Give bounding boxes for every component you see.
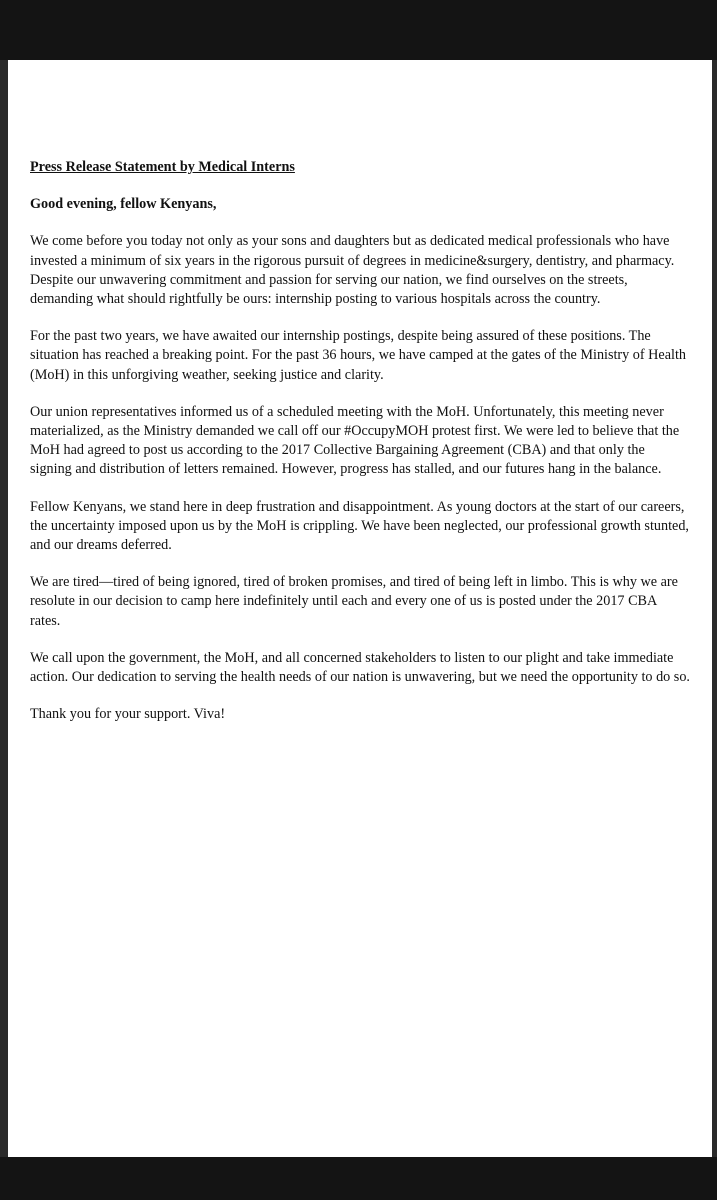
bottom-black-bar bbox=[0, 1157, 717, 1200]
paragraph-2: For the past two years, we have awaited our internship postings, despite being assured of these positions. The situation has reached a breaking point. For the past 36 hours, we have camped at the gates of the Ministry of Health (MoH) in this unforgiving weather, seeking justice and clarity. bbox=[30, 328, 686, 383]
paragraph-5: We are tired—tired of being ignored, tired of broken promises, and tired of being left in limbo. This is why we are resolute in our decision to camp here indefinitely until each and every one of us is posted under the 2017 CBA rates. bbox=[30, 574, 678, 629]
top-black-bar bbox=[0, 0, 717, 60]
closing-line: Thank you for your support. Viva! bbox=[30, 706, 226, 723]
press-release-document bbox=[30, 158, 690, 724]
paragraph-1: We come before you today not only as your sons and daughters but as dedicated medical professionals who have invested a minimum of six years in the rigorous pursuit of degrees in medicine&surgery, dentistry, and pharmacy. Despite our unwavering commitment and passion for serving our nation, we find ourselves on the streets, demanding what should rightfully be ours: internship posting to various hospitals across the country. bbox=[30, 233, 675, 308]
right-edge bbox=[712, 60, 717, 1157]
greeting: Good evening, fellow Kenyans, bbox=[30, 196, 217, 213]
paragraph-6: We call upon the government, the MoH, and all concerned stakeholders to listen to our plight and take immediate action. Our dedication to serving the health needs of our nation is unwavering, but we need the opportunity to do so. bbox=[30, 649, 690, 686]
paragraph-4: Fellow Kenyans, we stand here in deep frustration and disappointment. As young doctors at the start of our careers, the uncertainty imposed upon us by the MoH is crippling. We have been neglected, our professional growth stunted, and our dreams deferred. bbox=[30, 498, 689, 554]
paragraph-3: Our union representatives informed us of a scheduled meeting with the MoH. Unfortunately, this meeting never materialized, as the Ministry demanded we call off our #OccupyMOH protest first. We were led to believe that the MoH had agreed to post us according to the 2017 Collective Bargaining Agreement (CBA) and that only the signing and distribution of letters remained. However, progress has stalled, and our futures hang in the balance. bbox=[30, 403, 680, 478]
document-title: Press Release Statement by Medical Interns bbox=[30, 159, 295, 175]
left-edge bbox=[0, 60, 8, 1157]
